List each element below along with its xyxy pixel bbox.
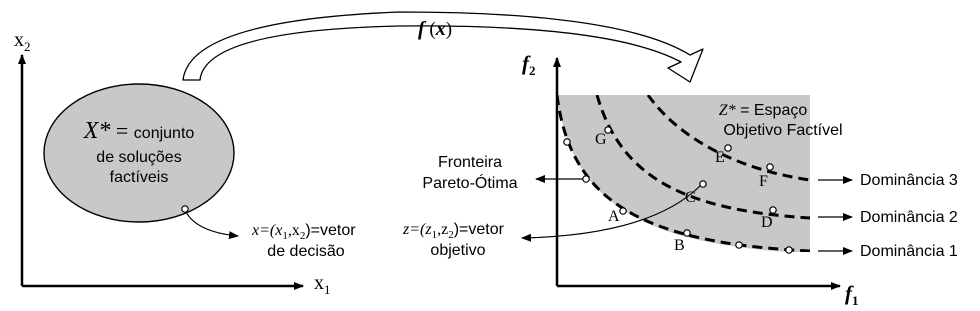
decision-vector-label: $x=(x_1,x_2)=vetor$	[252, 222, 356, 242]
point-c	[700, 181, 706, 187]
pareto-point	[736, 242, 742, 248]
point-b-label: B	[674, 237, 685, 254]
point-e	[725, 145, 731, 151]
point-g-label: G	[595, 131, 607, 148]
decision-vector-arrow	[186, 212, 238, 236]
dominance-2-label: Dominância 2	[860, 209, 958, 226]
point-f	[767, 164, 773, 170]
point-b	[684, 230, 690, 236]
mapping-label: f (x)	[418, 18, 453, 40]
set-line3: factíveis	[109, 169, 169, 186]
point-f-label: F	[759, 173, 768, 190]
decision-vector-label-line2: de decisão	[267, 243, 345, 260]
point-e-label: E	[715, 149, 725, 166]
decision-space	[14, 29, 356, 297]
pareto-point	[786, 247, 792, 253]
objective-vector-label-line2: objetivo	[430, 242, 486, 259]
point-c-label: C	[685, 189, 696, 206]
objective-vector-label: $z=(z_1,z_2)=vetor$	[403, 221, 504, 241]
pareto-front-label-line1: Fronteira	[437, 154, 503, 171]
point-d	[770, 207, 776, 213]
objective-space	[402, 51, 958, 308]
point-a	[620, 208, 626, 214]
region-line2: Objetivo Factível	[723, 122, 843, 139]
f2-axis-label: $f_2$	[522, 51, 536, 78]
set-line2: de soluções	[96, 149, 182, 166]
f1-axis-label: $f_1$	[845, 281, 859, 308]
x1-axis-label: $x_1$	[314, 272, 331, 297]
pareto-point	[564, 139, 570, 145]
point-a-label: A	[608, 208, 620, 225]
decision-point	[182, 206, 188, 212]
set-title: X* = conjunto	[83, 118, 195, 144]
dominance-1-label: Dominância 1	[860, 243, 958, 260]
x2-axis-label: $x_2$	[14, 29, 31, 54]
point-d-label: D	[761, 214, 773, 231]
dominance-3-label: Dominância 3	[860, 172, 958, 189]
pareto-point	[583, 176, 589, 182]
region-title: Z* = Espaço	[718, 102, 808, 119]
pareto-front-label-line2: Pareto-Ótima	[422, 175, 518, 192]
